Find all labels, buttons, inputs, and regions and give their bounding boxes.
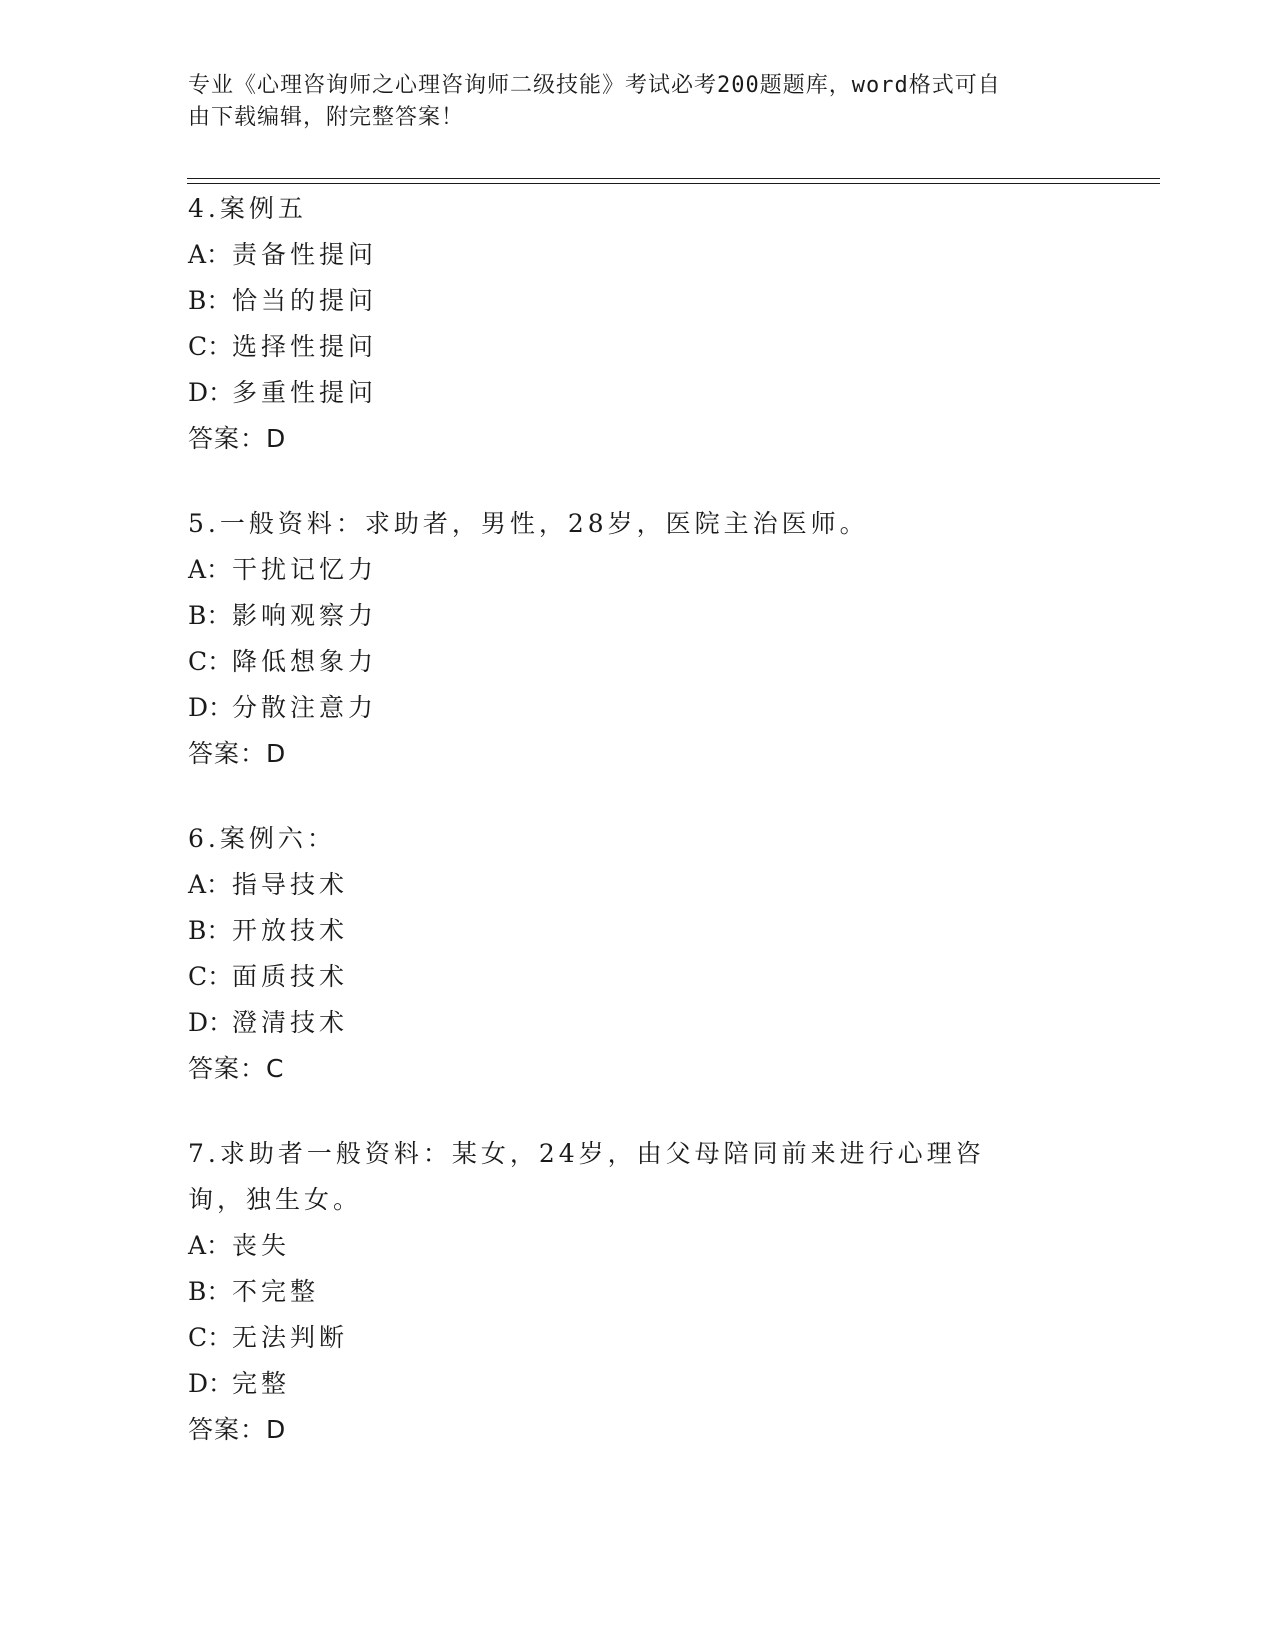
header-divider-bottom	[187, 183, 1160, 184]
option-key: B：	[188, 916, 232, 945]
option-key: C：	[188, 1323, 233, 1352]
option-c	[188, 639, 1088, 685]
answer-line: 答案：C	[188, 1054, 285, 1083]
header-line-2: 由下载编辑，附完整答案！	[188, 105, 465, 130]
option-d	[188, 1000, 1088, 1046]
option-key: A：	[188, 240, 232, 269]
option-text: 责备性提问	[232, 240, 378, 269]
option-d	[188, 1361, 1088, 1407]
question-title: 6.案例六：	[188, 824, 336, 853]
header-divider-top	[187, 178, 1160, 179]
option-text: 影响观察力	[232, 601, 378, 630]
option-text: 恰当的提问	[232, 286, 378, 315]
question-title: 7.求助者一般资料：某女，24岁，由父母陪同前来进行心理咨询，独生女。	[188, 1139, 985, 1214]
option-key: D：	[188, 378, 234, 407]
option-text: 选择性提问	[232, 332, 378, 361]
option-key: B：	[188, 286, 232, 315]
option-key: C：	[188, 962, 233, 991]
option-text: 干扰记忆力	[232, 555, 378, 584]
option-c	[188, 324, 1088, 370]
option-a	[188, 862, 1088, 908]
question-list	[188, 186, 1088, 1492]
question-item	[188, 186, 1088, 462]
option-b	[188, 1269, 1088, 1315]
option-b	[188, 593, 1088, 639]
option-c	[188, 954, 1088, 1000]
option-text: 丧失	[232, 1231, 291, 1260]
document-header	[188, 70, 1068, 134]
option-d	[188, 685, 1088, 731]
question-item	[188, 501, 1088, 777]
option-key: C：	[188, 647, 233, 676]
option-key: A：	[188, 1231, 232, 1260]
option-text: 面质技术	[232, 962, 349, 991]
option-a	[188, 547, 1088, 593]
answer-line: 答案：D	[188, 1415, 287, 1444]
option-key: D：	[188, 1369, 234, 1398]
option-text: 完整	[232, 1369, 291, 1398]
option-key: B：	[188, 1277, 232, 1306]
question-item	[188, 816, 1088, 1092]
option-a	[188, 1223, 1088, 1269]
option-text: 指导技术	[232, 870, 349, 899]
option-b	[188, 278, 1088, 324]
answer-line: 答案：D	[188, 424, 287, 453]
option-text: 澄清技术	[232, 1008, 349, 1037]
option-d	[188, 370, 1088, 416]
question-title: 5.一般资料：求助者，男性，28岁，医院主治医师。	[188, 509, 869, 538]
header-line-1: 专业《心理咨询师之心理咨询师二级技能》考试必考200题题库，word格式可自	[188, 73, 1001, 98]
option-text: 开放技术	[232, 916, 349, 945]
option-key: D：	[188, 1008, 234, 1037]
answer-line: 答案：D	[188, 739, 287, 768]
question-item	[188, 1131, 1088, 1453]
option-b	[188, 908, 1088, 954]
option-text: 无法判断	[232, 1323, 349, 1352]
question-title: 4.案例五	[188, 194, 307, 223]
option-text: 多重性提问	[232, 378, 378, 407]
option-text: 降低想象力	[232, 647, 378, 676]
option-key: C：	[188, 332, 233, 361]
option-key: B：	[188, 601, 232, 630]
option-key: D：	[188, 693, 234, 722]
option-text: 分散注意力	[232, 693, 378, 722]
option-key: A：	[188, 555, 232, 584]
option-a	[188, 232, 1088, 278]
option-text: 不完整	[232, 1277, 320, 1306]
option-key: A：	[188, 870, 232, 899]
option-c	[188, 1315, 1088, 1361]
